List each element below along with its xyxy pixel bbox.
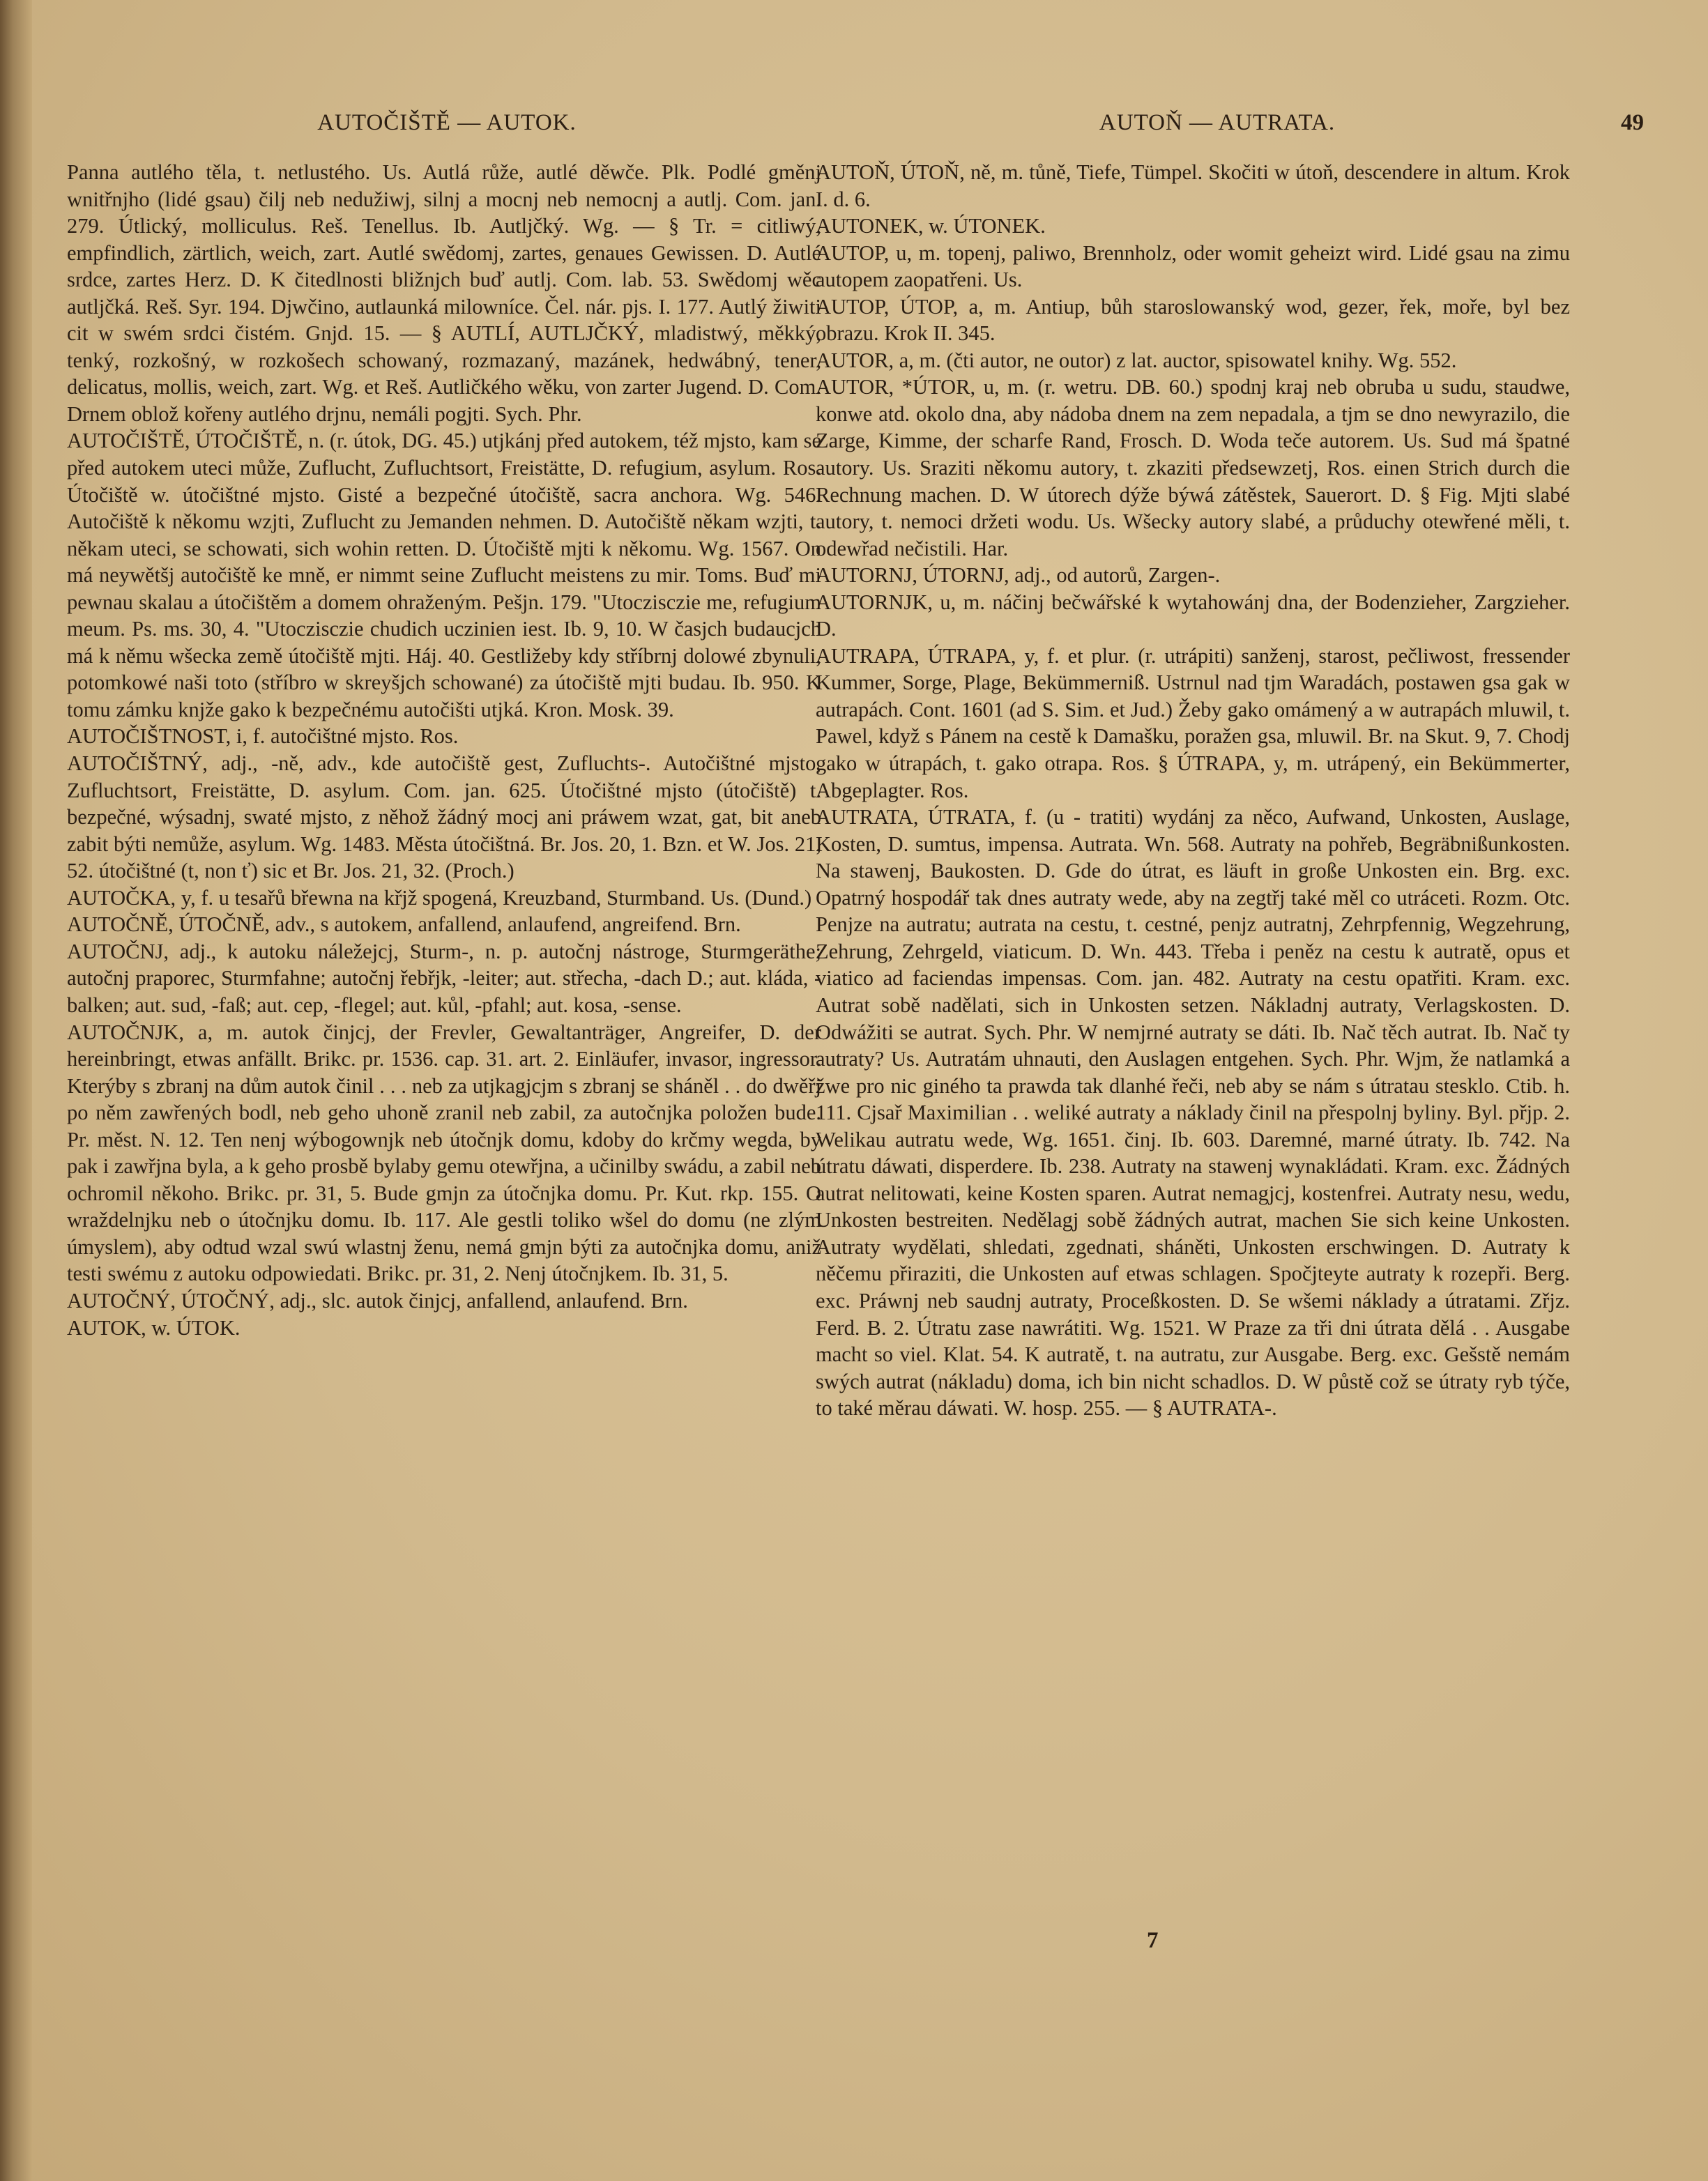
dictionary-entry: AUTOŇ, ÚTOŇ, ně, m. tůně, Tiefe, Tümpel. Skočiti w útoň, descendere in altum. Krok I. d. 6. xyxy=(816,160,1570,211)
dictionary-entry: AUTONEK, w. ÚTONEK. xyxy=(816,214,1046,238)
book-spine-shadow xyxy=(0,0,32,2181)
dictionary-entry: AUTOČIŠTNOST, i, f. autočištné mjsto. Ros. xyxy=(67,724,459,749)
dictionary-entry: AUTOČNJK, a, m. autok činjcj, der Frevler, Gewaltanträger, Angreifer, D. der hereinbringt, etwas anfällt. Brikc. pr. 1536. cap. 31. art. 2. Einläufer, invasor, ingressor. Kterýby s zbranj na dům autok činil . . . neb za utjkagjcjm s zbranj se sháněl . . do dwěřj po něm zawřených bodl, neb geho uhoně zranil neb zabil, za autočnjka položen bude. Pr. měst. N. 12. Ten nenj wýbogownjk neb útočnjk domu, kdoby do krčmy wegda, by pak i zawřjna byla, a k geho prosbě bylaby gemu otewřjna, a učinilby swádu, a zabil neb ochromil někoho. Brikc. pr. 31, 5. Bude gmjn za útočnjka domu. Pr. Kut. rkp. 155. O wraždelnjku neb o útočnjku domu. Ib. 117. Ale gestli toliko wšel do domu (ne zlým úmyslem), aby odtud wzal swú wlastnj ženu, nemá gmjn býti za autočnjka domu, aniž testi swému z autoku odpowiedati. Brikc. pr. 31, 2. Nenj útočnjkem. Ib. 31, 5. xyxy=(67,1020,821,1286)
left-column xyxy=(67,159,821,1341)
dictionary-entry: Panna autlého těla, t. netlustého. Us. Autlá růže, autlé děwče. Plk. Podlé gměnj wnitřnjho (lidé gsau) čilj neb nedužiwj, silnj a mocnj neb nemocnj a autlj. Com. jan. 279. Útlický, molliculus. Reš. Tenellus. Ib. Autljčký. Wg. — § Tr. = citliwý, empfindlich, zärtlich, weich, zart. Autlé swědomj, zartes, genaues Gewissen. D. Autlé srdce, zartes Herz. D. K čitedlnosti bližnjch buď autlj. Com. lab. 53. Swědomj wěc autljčká. Reš. Syr. 194. Djwčino, autlaunká milowníce. Čel. nár. pjs. I. 177. Autlý žiwiti cit w swém srdci čistém. Gnjd. 15. — § AUTLÍ, AUTLJČKÝ, mladistwý, měkký, tenký, rozkošný, w rozkošech schowaný, rozmazaný, mazánek, hedwábný, tener, delicatus, mollis, weich, zart. Wg. et Reš. Autličkého wěku, von zarter Jugend. D. Com. Drnem oblož kořeny autlého drjnu, nemáli pogjti. Sych. Phr. xyxy=(67,160,821,426)
header-right-guide-words: AUTOŇ — AUTRATA. xyxy=(1099,110,1336,135)
header-left-guide-words: AUTOČIŠTĚ — AUTOK. xyxy=(317,110,577,135)
dictionary-entry: AUTOČNJ, adj., k autoku náležejcj, Sturm-, n. p. autočnj nástroge, Sturmgeräthe; autočnj praporec, Sturmfahne; autočnj řebřjk, -leiter; aut. střecha, -dach D.; aut. kláda, -balken; aut. sud, -faß; aut. cep, -flegel; aut. kůl, -pfahl; aut. kosa, -sense. xyxy=(67,939,821,1017)
dictionary-entry: AUTOČIŠTĚ, ÚTOČIŠTĚ, n. (r. útok, DG. 45.) utjkánj před autokem, též mjsto, kam se před autokem uteci může, Zuflucht, Zufluchtsort, Freistätte, D. refugium, asylum. Ros. Útočiště w. útočištné mjsto. Gisté a bezpečné útočiště, sacra anchora. Wg. 546. Autočiště k někomu wzjti, Zuflucht zu Jemanden nehmen. D. Autočiště někam wzjti, t. někam uteci, se schowati, sich wohin retten. D. Útočiště mjti k někomu. Wg. 1567. On má neywětšj autočiště ke mně, er nimmt seine Zuflucht meistens zu mir. Toms. Buď mi pewnau skalau a útočištěm a domem ohraženým. Pešjn. 179. "Utoczisczie me, refugium meum. Ps. ms. 30, 4. "Utoczisczie chudich uczinien iest. Ib. 9, 10. W časjch budaucjch má k němu wšecka země útočiště mjti. Háj. 40. Gestližeby kdy stříbrnj dolowé zbynuli, potomkowé naši toto (stříbro w skreyšjch schowané) za útočiště mjti budau. Ib. 950. K tomu zámku knjže gako k bezpečnému autočišti utjká. Kron. Mosk. 39. xyxy=(67,429,821,721)
dictionary-entry: AUTOČNÝ, ÚTOČNÝ, adj., slc. autok činjcj, anfallend, anlaufend. Brn. xyxy=(67,1288,688,1313)
dictionary-entry: AUTORNJK, u, m. náčinj bečwářské k wytahowánj dna, der Bodenzieher, Zargzieher. D. xyxy=(816,590,1570,641)
right-column xyxy=(816,159,1570,1422)
signature-mark: 7 xyxy=(1147,1928,1159,1953)
dictionary-entry: AUTORNJ, ÚTORNJ, adj., od autorů, Zargen-. xyxy=(816,563,1221,588)
running-header xyxy=(67,110,1670,145)
dictionary-entry: AUTOČKA, y, f. u tesařů břewna na křjž spogená, Kreuzband, Sturmband. Us. (Dund.) xyxy=(67,885,812,910)
page-number: 49 xyxy=(1621,110,1644,135)
dictionary-entry: AUTOR, *ÚTOR, u, m. (r. wetru. DB. 60.) spodnj kraj neb obruba u sudu, staudwe, konwe atd. okolo dna, aby nádoba dnem na zem nepadala, a tjm se dno newyrazilo, die Zarge, Kimme, der scharfe Rand, Frosch. D. Woda teče autorem. Us. Sud má špatné autory. Us. Sraziti někomu autory, t. zkaziti předsewzetj, Ros. einen Strich durch die Rechnung machen. D. W útorech dýže býwá zátěstek, Sauerort. D. § Fig. Mjti slabé autory, t. nemoci držeti wodu. Us. Wšecky autory slabé, a průduchy otewřené měli, t. odewřad nečistili. Har. xyxy=(816,375,1570,560)
dictionary-entry: AUTOR, a, m. (čti autor, ne outor) z lat. auctor, spisowatel knihy. Wg. 552. xyxy=(816,348,1457,372)
dictionary-entry: AUTOP, ÚTOP, a, m. Antiup, bůh staroslowanský wod, gezer, řek, moře, byl bez obrazu. Krok II. 345. xyxy=(816,294,1570,346)
dictionary-entry: AUTOČIŠTNÝ, adj., -ně, adv., kde autočiště gest, Zufluchts-. Autočištné mjsto, Zufluchtsort, Freistätte, D. asylum. Com. jan. 625. Útočištné mjsto (útočiště) t. bezpečné, wýsadnj, swaté mjsto, z něhož žádný mocj ani práwem wzat, gat, bit aneb zabit býti nemůže, asylum. Wg. 1483. Města útočištná. Br. Jos. 20, 1. Bzn. et W. Jos. 21, 52. útočištné (t, non ť) sic et Br. Jos. 21, 32. (Proch.) xyxy=(67,751,821,883)
dictionary-entry: AUTOP, u, m. topenj, paliwo, Brennholz, oder womit geheizt wird. Lidé gsau na zimu autopem zaopatřeni. Us. xyxy=(816,240,1570,292)
dictionary-entry: AUTRAPA, ÚTRAPA, y, f. et plur. (r. utrápiti) sanženj, starost, pečliwost, fressender Kummer, Sorge, Plage, Bekümmerniß. Ustrnul nad tjm Waradách, postawen gsa gak w autrapách. Cont. 1601 (ad S. Sim. et Jud.) Žeby gako omámený a w autrapách mluwil, t. Pawel, když s Pánem na cestě k Damašku, poražen gsa, mluwil. Br. na Skut. 9, 7. Chodj gako w útrapách, t. gako otrapa. Ros. § ÚTRAPA, y, m. utrápený, ein Bekümmerter, Abgeplagter. Ros. xyxy=(816,643,1570,802)
dictionary-entry: AUTRATA, ÚTRATA, f. (u - tratiti) wydánj za něco, Aufwand, Unkosten, Auslage, Kosten, D. sumtus, impensa. Autrata. Wn. 568. Autraty na pohřeb, Begräbnißunkosten. Na stawenj, Baukosten. D. Gde do útrat, es läuft in große Unkosten ein. Brg. exc. Opatrný hospodář tak dnes autraty wede, aby na zegtřj také měl co utráceti. Rozm. Otc. Penjze na autratu; autrata na cestu, t. cestné, penjz autratnj, Zehrpfennig, Wegzehrung, Zehrung, Zehrgeld, viaticum. D. Wn. 443. Třeba i peněz na cestu k autratě, opus et viatico ad faciendas impensas. Com. jan. 482. Autraty na cestu opatřiti. Kram. exc. Autrat sobě nadělati, sich in Unkosten setzen. Nákladnj autraty, Verlagskosten. D. Odwážiti se autrat. Sych. Phr. W nemjrné autraty se dáti. Ib. Nač těch autrat. Ib. Nač ty autraty? Us. Autratám uhnauti, den Auslagen entgehen. Sych. Phr. Wjm, že natlamká a žwe pro nic giného ta prawda tak dlanhé řeči, neb aby se nám s útratau stesklo. Ctib. h. 111. Cjsař Maximilian . . weliké autraty a náklady činil na přespolnj byliny. Byl. přjp. 2. Welikau autratu wede, Wg. 1651. činj. Ib. 603. Daremné, marné útraty. Ib. 742. Na útratu dáwati, disperdere. Ib. 238. Autraty na stawenj wynakládati. Kram. exc. Žádných autrat nelitowati, keine Kosten sparen. Autrat nemagjcj, kostenfrei. Autraty nesu, wedu, Unkosten bestreiten. Nedělagj sobě žádných autrat, machen Sie sich keine Unkosten. Autraty wydělati, shledati, zgednati, sháněti, Unkosten erschwingen. D. Autraty k něčemu přiraziti, die Unkosten auf etwas schlagen. Spočjteyte autraty k rozepři. Berg. exc. Práwnj neb saudnj autraty, Proceßkosten. D. Se wšemi náklady a útratami. Zřjz. Ferd. B. 2. Útratu zase nawrátiti. Wg. 1521. W Praze za tři dni útrata dělá . . Ausgabe macht so viel. Klat. 54. K autratě, t. na autratu, zur Ausgabe. Berg. exc. Gešstě nemám swých autrat (nákladu) doma, ich bin nicht schadlos. D. W půstě což se útraty ryb týče, to také měrau dáwati. W. hosp. 255. — § AUTRATA-. xyxy=(816,805,1570,1421)
dictionary-entry: AUTOK, w. ÚTOK. xyxy=(67,1315,241,1340)
dictionary-entry: AUTOČNĚ, ÚTOČNĚ, adv., s autokem, anfallend, anlaufend, angreifend. Brn. xyxy=(67,912,741,937)
